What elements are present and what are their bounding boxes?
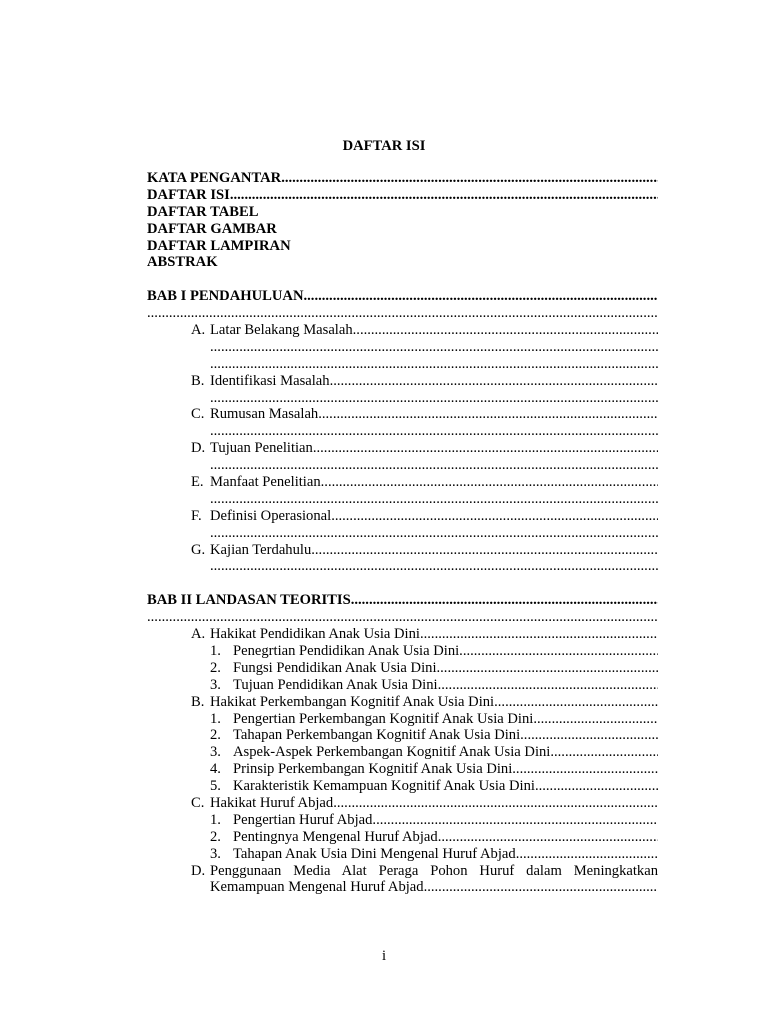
- toc-bab-2-c-1[interactable]: 1. Pengertian Huruf Abjad .....: [147, 812, 658, 829]
- dot-leader-continuation: [147, 356, 658, 373]
- toc-bab-2-c[interactable]: C. Hakikat Huruf Abjad .....: [147, 795, 658, 812]
- toc-bab-1-d[interactable]: D. Tujuan Penelitian .....: [147, 440, 658, 457]
- toc-daftar-lampiran[interactable]: DAFTAR LAMPIRAN: [147, 237, 291, 254]
- dot-leader-continuation: [147, 423, 658, 440]
- toc-bab-1-e[interactable]: E. Manfaat Penelitian .....: [147, 474, 658, 491]
- toc-abstrak[interactable]: ABSTRAK: [147, 254, 218, 271]
- table-of-contents: [147, 170, 658, 896]
- page-number: i: [381, 948, 387, 964]
- toc-daftar-isi[interactable]: DAFTAR ISI .....: [147, 187, 658, 204]
- dot-leader-continuation: [147, 609, 658, 626]
- toc-bab-2-a-2[interactable]: 2. Fungsi Pendidikan Anak Usia Dini .....: [147, 660, 658, 677]
- toc-bab-2-c-2[interactable]: 2. Pentingnya Mengenal Huruf Abjad .....: [147, 829, 658, 846]
- toc-bab-2-d-continuation[interactable]: Kemampuan Mengenal Huruf Abjad .....: [147, 879, 658, 896]
- dot-leader-continuation: [147, 525, 658, 542]
- toc-bab-2-d[interactable]: D. Penggunaan Media Alat Peraga Pohon Huruf dalam Meningkatkan: [191, 862, 658, 879]
- dot-leader-continuation: [147, 491, 658, 508]
- toc-bab-2-b[interactable]: B. Hakikat Perkembangan Kognitif Anak Usia Dini .....: [147, 694, 658, 711]
- dot-leader-continuation: [147, 305, 658, 322]
- toc-bab-1-c[interactable]: C. Rumusan Masalah .....: [147, 406, 658, 423]
- toc-bab-2-b-4[interactable]: 4. Prinsip Perkembangan Kognitif Anak Usia Dini .....: [147, 761, 658, 778]
- toc-bab-1-g[interactable]: G. Kajian Terdahulu .....: [147, 542, 658, 559]
- dot-leader-continuation: [147, 390, 658, 407]
- dot-leader-continuation: [147, 457, 658, 474]
- dot-leader: [281, 170, 658, 187]
- dot-leader-continuation: [147, 339, 658, 356]
- toc-bab-1[interactable]: BAB I PENDAHULUAN .....: [147, 288, 658, 305]
- toc-bab-2-b-1[interactable]: 1. Pengertian Perkembangan Kognitif Anak Usia Dini .....: [147, 711, 658, 728]
- toc-bab-2-c-3[interactable]: 3. Tahapan Anak Usia Dini Mengenal Huruf Abjad .....: [147, 846, 658, 863]
- toc-daftar-gambar[interactable]: DAFTAR GAMBAR: [147, 220, 277, 237]
- toc-bab-2-b-5[interactable]: 5. Karakteristik Kemampuan Kognitif Anak Usia Dini .....: [147, 778, 658, 795]
- toc-bab-1-f[interactable]: F. Definisi Operasional .....: [147, 508, 658, 525]
- toc-bab-2[interactable]: BAB II LANDASAN TEORITIS .....: [147, 592, 658, 609]
- page-title: DAFTAR ISI: [342, 138, 426, 154]
- dot-leader: [230, 187, 658, 204]
- dot-leader: [304, 288, 659, 305]
- toc-daftar-tabel[interactable]: DAFTAR TABEL: [147, 203, 259, 220]
- toc-kata-pengantar[interactable]: KATA PENGANTAR .....: [147, 170, 658, 187]
- dot-leader-continuation: [147, 558, 658, 575]
- toc-bab-2-b-2[interactable]: 2. Tahapan Perkembangan Kognitif Anak Usia Dini .....: [147, 727, 658, 744]
- toc-bab-2-a-3[interactable]: 3. Tujuan Pendidikan Anak Usia Dini .....: [147, 677, 658, 694]
- toc-bab-1-a[interactable]: A. Latar Belakang Masalah .....: [147, 322, 658, 339]
- toc-bab-2-b-3[interactable]: 3. Aspek-Aspek Perkembangan Kognitif Anak Usia Dini .....: [147, 744, 658, 761]
- toc-bab-2-a-1[interactable]: 1. Penegrtian Pendidikan Anak Usia Dini .....: [147, 643, 658, 660]
- toc-bab-1-b[interactable]: B. Identifikasi Masalah .....: [147, 373, 658, 390]
- toc-bab-2-a[interactable]: A. Hakikat Pendidikan Anak Usia Dini .....: [147, 626, 658, 643]
